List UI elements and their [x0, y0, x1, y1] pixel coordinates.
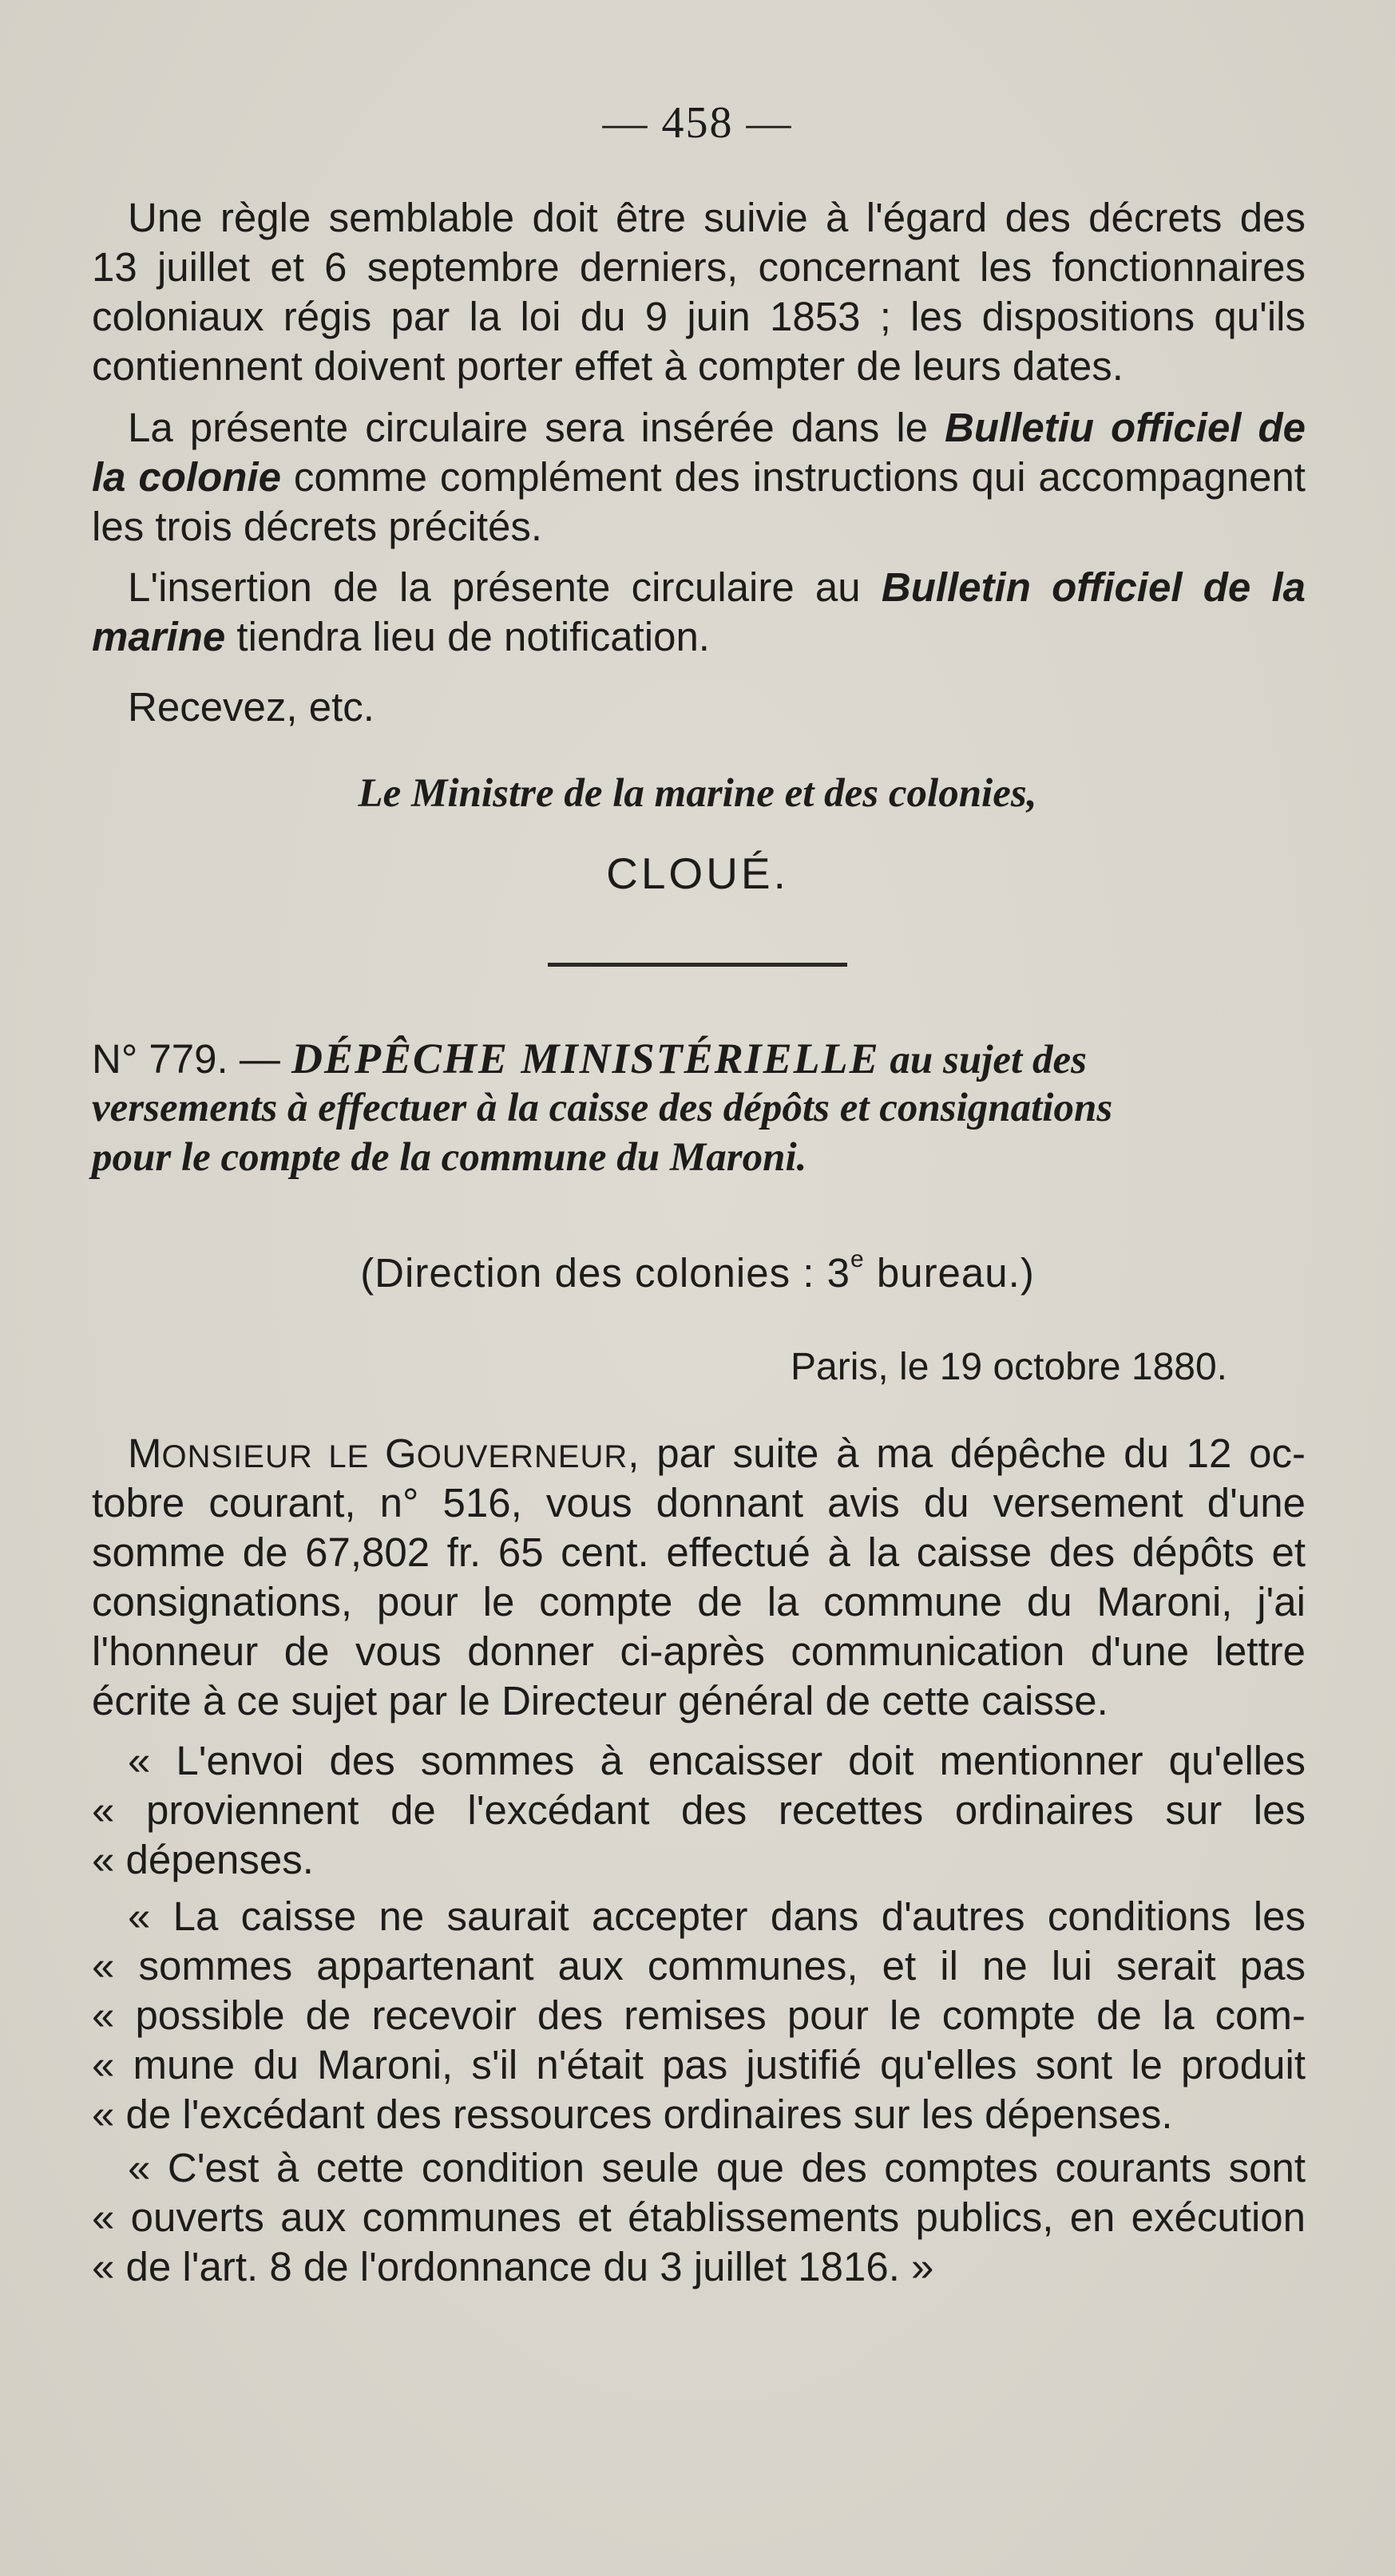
- signature-name: CLOUÉ.: [606, 849, 789, 898]
- heading-text: versements à effectuer à la caisse des dépôts et consignations: [92, 1086, 1113, 1130]
- letter-date: Paris, le 19 octobre 1880.: [791, 1346, 1228, 1388]
- text-span: La présente circulaire sera insérée dans le: [128, 405, 945, 450]
- heading-line: [92, 1133, 1306, 1182]
- heading-title: DÉPÊCHE MINISTÉRIELLE: [291, 1035, 880, 1082]
- quote-paragraph-1: [92, 1736, 1306, 1885]
- direction-line: [0, 1246, 1395, 1296]
- closing: [92, 683, 1306, 732]
- salutation-smallcaps: ONSIEUR LE: [161, 1439, 386, 1474]
- text-line: [92, 1429, 1306, 1478]
- heading-text: au sujet des: [879, 1038, 1087, 1082]
- quote-line: « dépenses.: [92, 1837, 314, 1882]
- italic-title: Bulletin officiel de la: [881, 564, 1306, 610]
- italic-title: Bulletiu officiel de: [945, 405, 1306, 450]
- heading-text: pour le compte de la commune du Maroni.: [92, 1135, 807, 1180]
- heading-number: N° 779. —: [92, 1036, 291, 1082]
- text-span: L'insertion de la présente circulaire au: [128, 564, 882, 610]
- text-span: tiendra lieu de notification.: [225, 614, 710, 659]
- text-line: tobre courant, n° 516, vous donnant avis du versement d'une: [92, 1480, 1306, 1525]
- heading-line: [92, 1034, 1306, 1083]
- text-line: les trois décrets précités.: [92, 504, 543, 549]
- quote-line: « C'est à cette condition seule que des comptes courants sont: [128, 2145, 1306, 2190]
- text-line: Une règle semblable doit être suivie à l'égard des décrets des: [128, 195, 1306, 240]
- heading-line: [92, 1083, 1306, 1133]
- section-divider: [548, 963, 847, 967]
- italic-title: la colonie: [92, 454, 281, 500]
- text-line: contiennent doivent porter effet à compter de leurs dates.: [92, 343, 1124, 389]
- text-line: [92, 612, 1306, 662]
- letter-body: [92, 1429, 1306, 1726]
- quote-line: « de l'excédant des ressources ordinaires sur les dépenses.: [92, 2091, 1173, 2137]
- quote-line: « proviennent de l'excédant des recettes ordinaires sur les: [92, 1787, 1306, 1833]
- text-span: comme complément des instructions qui accompagnent: [280, 454, 1306, 500]
- quote-line: « ouverts aux communes et établissements publics, en exécution: [92, 2194, 1306, 2240]
- text-line: l'honneur de vous donner ci-après communication d'une lettre: [92, 1628, 1306, 1674]
- quote-line: « sommes appartenant aux communes, et il ne lui serait pas: [92, 1943, 1306, 1988]
- quote-line: « de l'art. 8 de l'ordonnance du 3 juillet 1816. »: [92, 2244, 934, 2289]
- salutation-smallcaps: OUVERNEUR: [416, 1439, 628, 1474]
- text-line: 13 juillet et 6 septembre derniers, concernant les fonctionnaires: [92, 244, 1306, 290]
- paragraph-1: [92, 193, 1306, 391]
- closing-text: Recevez, etc.: [128, 684, 375, 730]
- quote-paragraph-2: [92, 1892, 1306, 2139]
- direction-text: bureau.): [864, 1250, 1035, 1296]
- salutation-cap: M: [128, 1430, 162, 1476]
- quote-line: « mune du Maroni, s'il n'était pas justifié qu'elles sont le produit: [92, 2042, 1306, 2087]
- quote-line: « La caisse ne saurait accepter dans d'autres conditions les: [128, 1893, 1306, 1939]
- quote-line: « possible de recevoir des remises pour le compte de la com-: [92, 1992, 1306, 2038]
- paragraph-2: [92, 403, 1306, 552]
- page-number: — 458 —: [602, 98, 793, 148]
- italic-title: marine: [92, 614, 226, 659]
- text-line: [92, 563, 1306, 612]
- signature-title: Le Ministre de la marine et des colonies,: [358, 771, 1037, 816]
- text-line: [92, 453, 1306, 502]
- direction-text: (Direction des colonies : 3: [360, 1250, 850, 1296]
- text-span: , par suite à ma dépêche du 12 oc-: [628, 1430, 1306, 1476]
- salutation-cap: G: [385, 1430, 417, 1476]
- quote-line: « L'envoi des sommes à encaisser doit mentionner qu'elles: [128, 1738, 1306, 1783]
- text-line: écrite à ce sujet par le Directeur général de cette caisse.: [92, 1678, 1108, 1723]
- text-line: consignations, pour le compte de la commune du Maroni, j'ai: [92, 1579, 1306, 1624]
- text-line: [92, 403, 1306, 453]
- text-line: coloniaux régis par la loi du 9 juin 1853 ; les dispositions qu'ils: [92, 294, 1306, 339]
- text-line: somme de 67,802 fr. 65 cent. effectué à la caisse des dépôts et: [92, 1529, 1306, 1575]
- paragraph-3: [92, 563, 1306, 662]
- direction-sup: e: [850, 1246, 865, 1272]
- quote-paragraph-3: [92, 2143, 1306, 2292]
- section-heading: [92, 1034, 1306, 1182]
